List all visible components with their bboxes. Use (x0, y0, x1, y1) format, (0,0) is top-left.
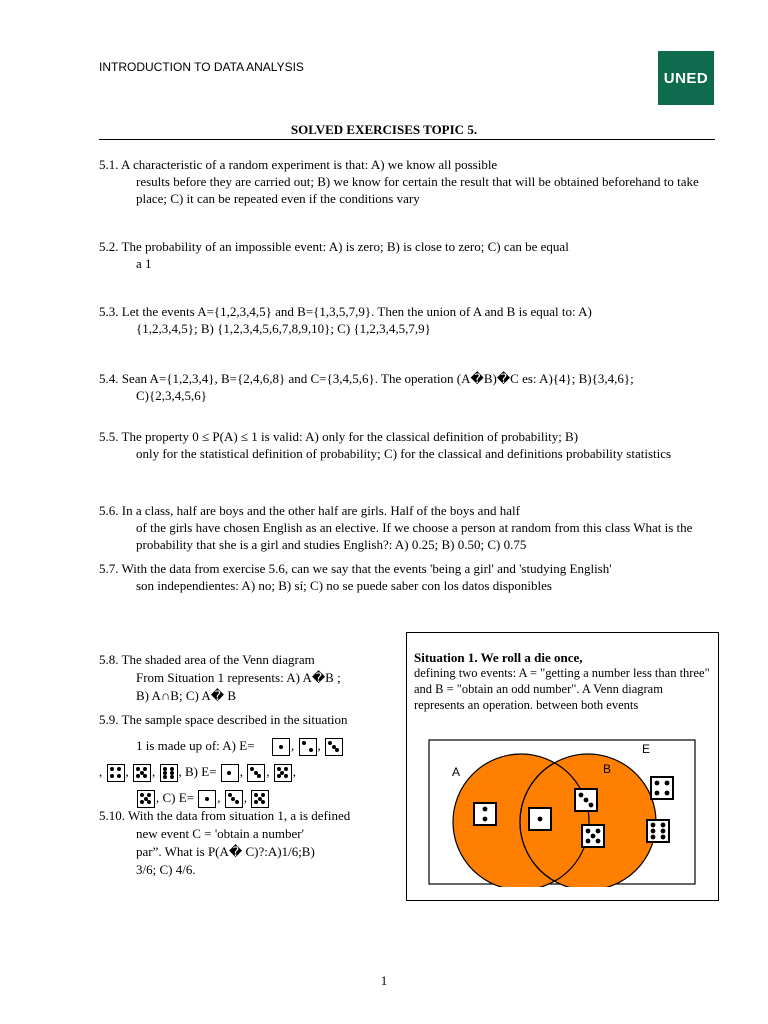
die-six-icon (647, 820, 669, 842)
die-three-icon (225, 790, 243, 808)
die-three-icon (575, 789, 597, 811)
die-one-icon (529, 808, 551, 830)
question-5-3 (99, 303, 719, 337)
question-5-1-rest: results before they are carried out; B) we know for certain the result that will be obtained beforehand to take place; C) it can be repeated even if the conditions vary (136, 174, 699, 206)
question-5-3-rest: {1,2,3,4,5}; B) {1,2,3,4,5,6,7,8,9,10}; C) {1,2,3,4,5,7,9} (136, 321, 431, 336)
question-5-1-first: 5.1. A characteristic of a random experiment is that: A) we know all possible (99, 157, 498, 172)
die-two-icon (299, 738, 317, 756)
question-5-1 (99, 156, 719, 207)
label-e: E (642, 742, 651, 756)
die-three-icon (325, 738, 343, 756)
situation-title: Situation 1. We roll a die once, (414, 650, 583, 665)
question-5-4-first: 5.4. Sean A={1,2,3,4}, B={2,4,6,8} and C={3,4,5,6}. The operation (A�B)�C es: A){4}; B){3,4,6}; (99, 371, 634, 386)
question-5-4 (99, 370, 719, 404)
question-5-9-options: 1 is made up of: A) E= , , , , , , B) E= , , , , C) E= , , (99, 733, 401, 811)
question-5-5 (99, 428, 719, 462)
die-four-icon (651, 777, 673, 799)
question-5-10-first: 5.10. With the data from situation 1, a is defined (99, 808, 351, 823)
die-one-icon (272, 738, 290, 756)
label-b: B (603, 762, 612, 776)
question-5-2 (99, 238, 719, 272)
question-5-6-first: 5.6. In a class, half are boys and the other half are girls. Half of the boys and half (99, 503, 520, 518)
die-five-icon (251, 790, 269, 808)
question-5-10-rest2: par”. What is P(A� C)?:A)1/6;B) (136, 844, 315, 859)
venn-diagram (428, 739, 698, 887)
uned-logo: UNED (658, 51, 714, 105)
question-5-9-first: 5.9. The sample space described in the situation (99, 712, 348, 727)
die-four-icon (107, 764, 125, 782)
situation-body: defining two events: A = "getting a number less than three" and B = "obtain an odd number". A Venn diagram represents an operation. between both events (414, 666, 710, 712)
question-5-3-first: 5.3. Let the events A={1,2,3,4,5} and B={1,3,5,7,9}. Then the union of A and B is equal to: A) (99, 304, 592, 319)
question-5-10-rest1: new event C = 'obtain a number' (136, 826, 304, 841)
question-5-6 (99, 502, 719, 553)
question-5-8-rest1: From Situation 1 represents: A) A�B ; (136, 670, 341, 685)
option-c-label: C) E= (162, 790, 195, 805)
course-header: INTRODUCTION TO DATA ANALYSIS (99, 60, 304, 74)
question-5-10-rest3: 3/6; C) 4/6. (136, 862, 196, 877)
question-5-5-first: 5.5. The property 0 ≤ P(A) ≤ 1 is valid: A) only for the classical definition of probability; B) (99, 429, 579, 444)
question-5-10 (99, 807, 401, 879)
question-5-9-rest1: 1 is made up of: A) E= (136, 738, 255, 753)
question-5-2-rest: a 1 (136, 256, 152, 271)
die-one-icon (221, 764, 239, 782)
question-5-8 (99, 651, 401, 705)
question-5-7-rest: son independientes: A) no; B) sí; C) no se puede saber con los datos disponibles (136, 578, 552, 593)
question-5-6-rest: of the girls have chosen English as an elective. If we choose a person at random from this class What is the probability that she is a girl and studies English?: A) 0.25; B) 0.50; C) 0.75 (136, 520, 693, 552)
title-rule (99, 139, 715, 140)
label-a: A (452, 765, 461, 779)
question-5-5-rest: only for the statistical definition of probability; C) for the classical and definitions probability statistics (136, 446, 672, 461)
question-5-8-first: 5.8. The shaded area of the Venn diagram (99, 652, 315, 667)
question-5-9 (99, 711, 401, 811)
question-5-8-rest2: B) A∩B; C) A� B (136, 688, 237, 703)
page-number: 1 (380, 973, 388, 988)
die-three-icon (247, 764, 265, 782)
die-five-icon (582, 825, 604, 847)
question-5-7 (99, 560, 719, 594)
question-5-2-first: 5.2. The probability of an impossible event: A) is zero; B) is close to zero; C) can be equal (99, 239, 569, 254)
question-5-7-first: 5.7. With the data from exercise 5.6, can we say that the events 'being a girl' and 'studying English' (99, 561, 612, 576)
option-b-label: B) E= (185, 764, 217, 779)
die-five-icon (274, 764, 292, 782)
die-one-icon (198, 790, 216, 808)
die-six-icon (160, 764, 178, 782)
die-two-icon (474, 803, 496, 825)
die-five-icon (137, 790, 155, 808)
die-five-icon (133, 764, 151, 782)
question-5-4-rest: C){2,3,4,5,6} (136, 388, 207, 403)
page-title: SOLVED EXERCISES TOPIC 5. (290, 122, 478, 137)
